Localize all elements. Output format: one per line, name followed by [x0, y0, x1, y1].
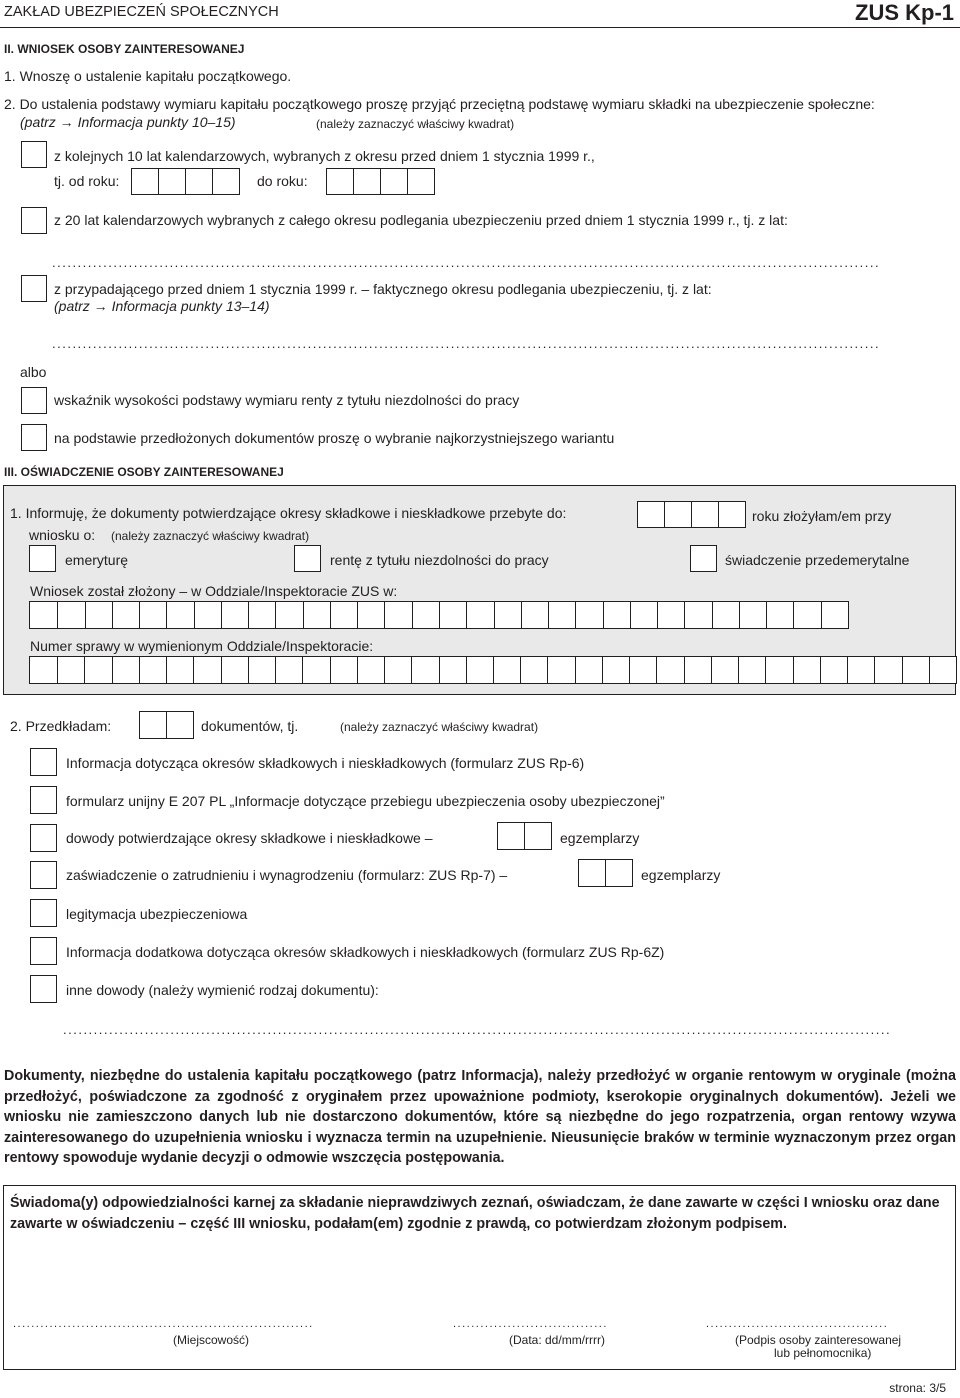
option-actual-period-checkbox[interactable] — [21, 275, 47, 302]
section-2-item-2: 2. Do ustalenia podstawy wymiaru kapitału początkowego proszę przyjąć przeciętną podstawę wymiaru składki na ubezpieczenie społeczne: — [4, 96, 875, 112]
statement-year-field[interactable] — [637, 501, 746, 528]
doc-proofs-label: dowody potwierdzające okresy składkowe i nieskładkowe – — [66, 830, 433, 846]
doc-rp6z-label: Informacja dodatkowa dotycząca okresów składkowych i nieskładkowych (formularz ZUS Rp-6Z) — [66, 944, 665, 960]
signature-dotted-line[interactable]: ........................................ — [706, 1318, 889, 1330]
signature-caption-line-2: lub pełnomocnika) — [774, 1346, 872, 1360]
years-actual-dotted-line[interactable]: .................................................................................................................................................................. — [52, 336, 881, 351]
renta-checkbox[interactable] — [294, 545, 321, 572]
doc-other-checkbox[interactable] — [30, 975, 57, 1003]
document-count-field[interactable] — [139, 711, 194, 739]
doc-proofs-checkbox[interactable] — [30, 824, 57, 852]
section-3-check-note: (należy zaznaczyć właściwy kwadrat) — [111, 529, 310, 543]
from-year-field[interactable] — [131, 168, 240, 195]
doc-rp6z-checkbox[interactable] — [30, 937, 57, 965]
section-2-item-1: 1. Wnoszę o ustalenie kapitału początkowego. — [4, 68, 292, 84]
form-code: ZUS Kp-1 — [855, 0, 954, 25]
dokumentow-label: dokumentów, tj. — [201, 718, 299, 734]
section-2-ref: (patrz → Informacja punkty 10–15) — [20, 114, 236, 130]
section-3-title: III. OŚWIADCZENIE OSOBY ZAINTERESOWANEJ — [4, 465, 284, 479]
doc-legitymacja-checkbox[interactable] — [30, 899, 57, 927]
wniosek-label: wniosku o: — [29, 527, 96, 543]
oddzial-field[interactable] — [29, 601, 849, 629]
doc-rp7-copies-label: egzemplarzy — [641, 867, 721, 883]
years-20-dotted-line[interactable]: .................................................................................................................................................................. — [52, 255, 881, 270]
doc-other-label: inne dowody (należy wymienić rodzaj dokumentu): — [66, 982, 379, 998]
header-divider — [0, 27, 960, 28]
option-pension-index-checkbox[interactable] — [21, 387, 47, 414]
doc-rp6-label: Informacja dotycząca okresów składkowych i nieskładkowych (formularz ZUS Rp-6) — [66, 755, 585, 771]
section-3-item-1-right: roku złożyłam/em przy — [752, 508, 892, 524]
to-year-field[interactable] — [326, 168, 435, 195]
option-20-years-label: z 20 lat kalendarzowych wybranych z całego okresu podlegania ubezpieczeniu przed dniem 1 stycznia 1999 r., tj. z lat: — [54, 212, 788, 228]
item-2-check-note: (należy zaznaczyć właściwy kwadrat) — [340, 720, 539, 734]
section-2-title: II. WNIOSEK OSOBY ZAINTERESOWANEJ — [4, 42, 245, 56]
option-best-variant-label: na podstawie przedłożonych dokumentów proszę o wybranie najkorzystniejszego wariantu — [54, 430, 615, 446]
option-best-variant-checkbox[interactable] — [21, 424, 47, 451]
doc-other-dotted-line[interactable]: .................................................................................................................................................................. — [63, 1022, 892, 1037]
albo-label: albo — [20, 364, 47, 380]
date-caption: (Data: dd/mm/rrrr) — [509, 1333, 605, 1347]
numer-sprawy-field[interactable] — [29, 656, 957, 684]
doc-e207-checkbox[interactable] — [30, 786, 57, 814]
option-20-years-checkbox[interactable] — [21, 207, 47, 234]
institution-name: ZAKŁAD UBEZPIECZEŃ SPOŁECZNYCH — [4, 4, 279, 20]
place-caption: (Miejscowość) — [173, 1333, 250, 1347]
swiadczenie-label: świadczenie przedemerytalne — [725, 552, 910, 568]
emerytura-label: emeryturę — [65, 552, 129, 568]
doc-rp6-checkbox[interactable] — [30, 748, 57, 776]
signature-caption-line-1: (Podpis osoby zainteresowanej — [735, 1333, 902, 1347]
oddzial-label: Wniosek został złożony – w Oddziale/Inspektoracie ZUS w: — [30, 583, 398, 599]
option-actual-period-ref: (patrz → Informacja punkty 13–14) — [54, 298, 270, 314]
place-dotted-line[interactable]: .................................................................. — [13, 1318, 314, 1330]
przedkladam-label: 2. Przedkładam: — [10, 718, 112, 734]
page-number: strona: 3/5 — [889, 1381, 946, 1395]
section-3-item-1: 1. Informuję, że dokumenty potwierdzające okresy składkowe i nieskładkowe przebyte do: — [10, 505, 567, 521]
doc-rp7-label: zaświadczenie o zatrudnieniu i wynagrodzeniu (formularz: ZUS Rp-7) – — [66, 867, 508, 883]
option-pension-index-label: wskaźnik wysokości podstawy wymiaru renty z tytułu niezdolności do pracy — [54, 392, 520, 408]
swiadczenie-checkbox[interactable] — [690, 545, 717, 572]
doc-e207-label: formularz unijny E 207 PL „Informacje dotyczące przebiegu ubezpieczenia osoby ubezpieczonej” — [66, 793, 665, 809]
to-year-label: do roku: — [257, 173, 308, 189]
doc-rp7-copies-field[interactable] — [578, 859, 633, 887]
section-2-check-note: (należy zaznaczyć właściwy kwadrat) — [316, 117, 515, 131]
doc-rp7-checkbox[interactable] — [30, 861, 57, 889]
option-actual-period-label: z przypadającego przed dniem 1 stycznia 1999 r. – faktycznego okresu podlegania ubezpieczeniu, tj. z lat: — [54, 281, 712, 297]
option-10-years-checkbox[interactable] — [21, 141, 47, 168]
doc-legitymacja-label: legitymacja ubezpieczeniowa — [66, 906, 248, 922]
option-10-years-label: z kolejnych 10 lat kalendarzowych, wybranych z okresu przed dniem 1 stycznia 1999 r., — [54, 148, 595, 164]
documents-notice: Dokumenty, niezbędne do ustalenia kapitału początkowego (patrz Informacja), należy przedłożyć w organie rentowym w oryginale (można przedłożyć, poświadczone za zgodność z oryginałem przez upoważnione podmioty, kserokopie oryginalnych dokumentów). Jeżeli we wniosku nie zamieszczono danych lub nie dostarczono dokumentów, które są niezbędne do jego rozpatrzenia, organ rentowy wzywa zainteresowanego do uzupełnienia wniosku i wyznacza termin na uzupełnienie. Nieusunięcie braków w terminie wyznaczonym przez organ rentowy spowoduje wydanie decyzji o odmowie wszczęcia postępowania. — [4, 1068, 956, 1166]
numer-sprawy-label: Numer sprawy w wymienionym Oddziale/Inspektoracie: — [30, 638, 374, 654]
from-year-label: tj. od roku: — [54, 173, 120, 189]
date-dotted-line[interactable]: .................................. — [453, 1318, 608, 1330]
emerytura-checkbox[interactable] — [29, 545, 56, 572]
doc-proofs-copies-label: egzemplarzy — [560, 830, 640, 846]
declaration-text: Świadoma(y) odpowiedzialności karnej za składanie nieprawdziwych zeznań, oświadczam, że dane zawarte w części I wniosku oraz dane zawarte w oświadczeniu – część III wniosku, podałam(em) zgodnie z prawdą, co potwierdzam złożonym podpisem. — [10, 1195, 940, 1232]
doc-proofs-copies-field[interactable] — [497, 822, 552, 850]
renta-label: rentę z tytułu niezdolności do pracy — [330, 552, 549, 568]
